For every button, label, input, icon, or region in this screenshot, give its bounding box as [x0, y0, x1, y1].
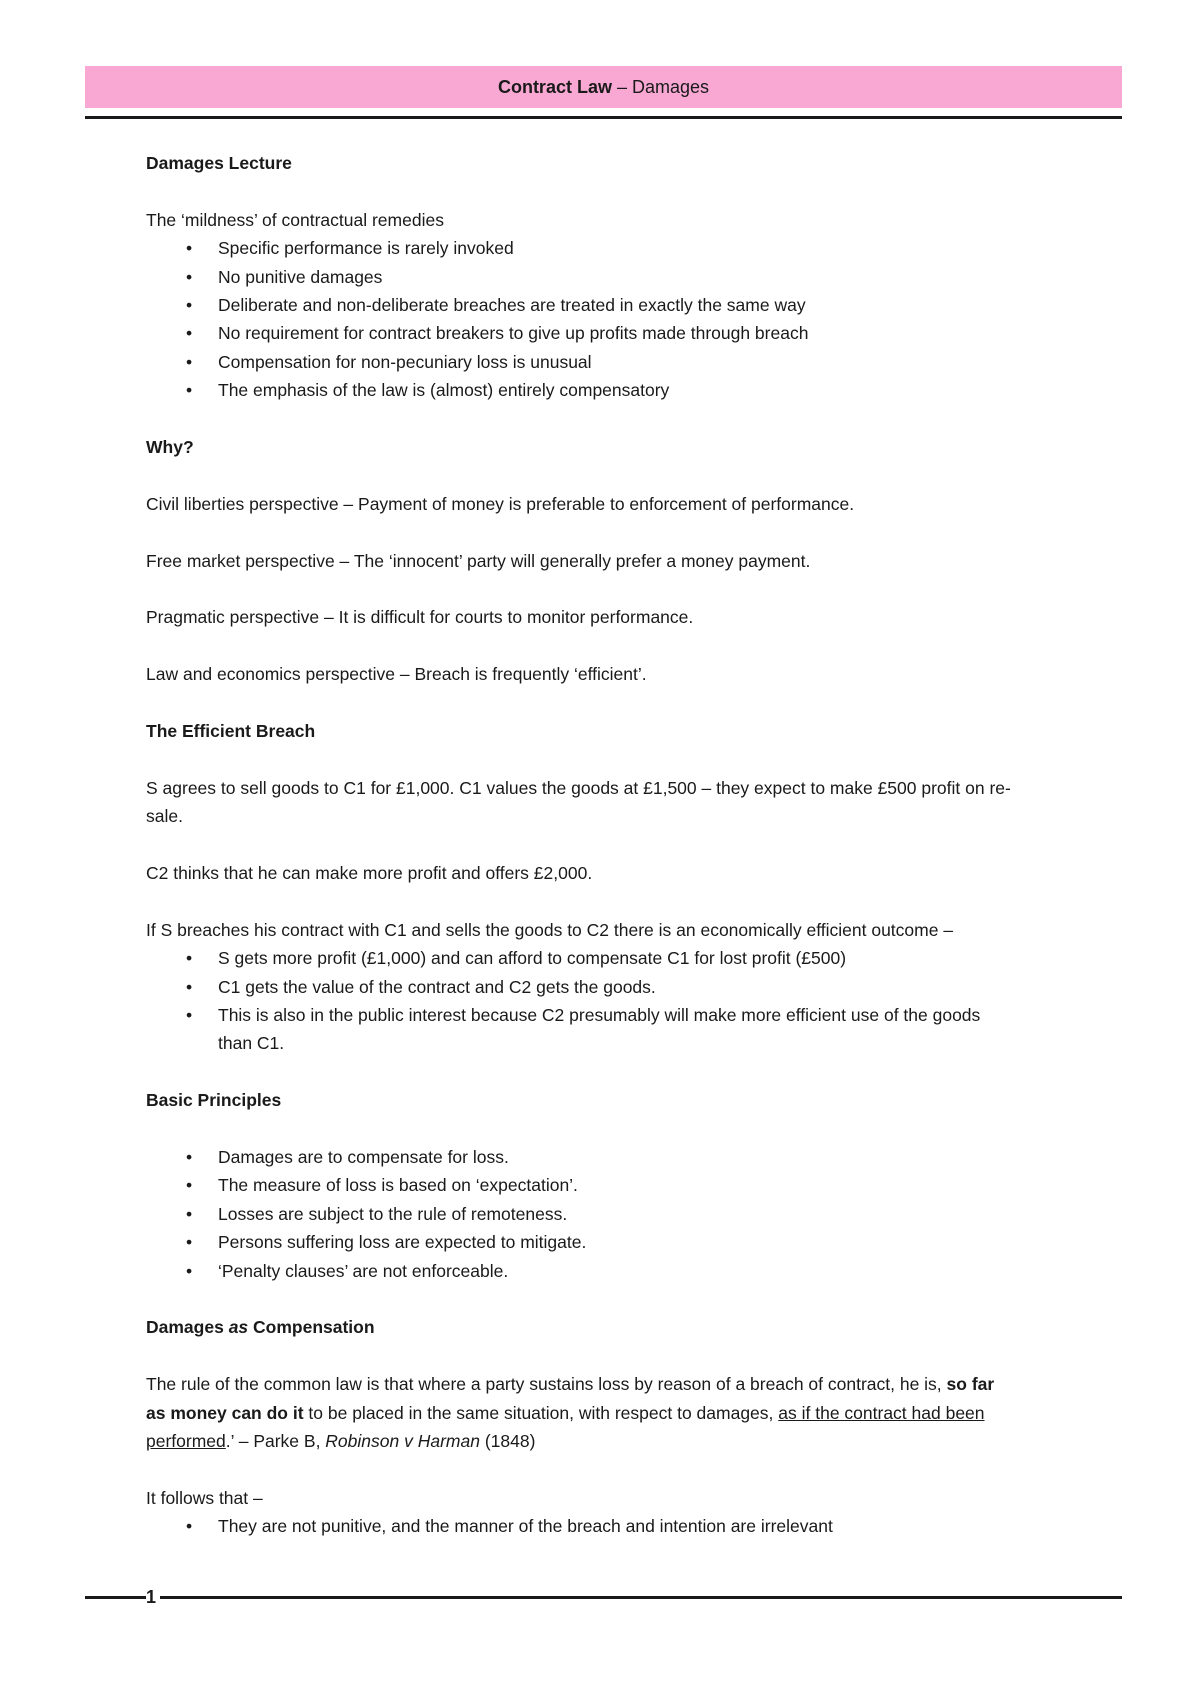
- bullet-icon: •: [186, 976, 193, 997]
- bullet-icon: •: [186, 1175, 193, 1196]
- list-item: • They are not punitive, and the manner of the breach and intention are irrelevant: [146, 1512, 1066, 1540]
- list-item: • Damages are to compensate for loss.: [146, 1143, 1066, 1171]
- list-item: • Deliberate and non-deliberate breaches are treated in exactly the same way: [146, 291, 1066, 319]
- bullet-icon: •: [186, 1232, 193, 1253]
- page-header: [85, 66, 1122, 108]
- section-heading-damages-lecture: Damages Lecture: [146, 153, 292, 173]
- paragraph-law-economics: Law and economics perspective – Breach is frequently ‘efficient’.: [146, 664, 647, 685]
- page-number: 1: [146, 1587, 160, 1608]
- bullet-list-it-follows: [146, 1512, 1066, 1540]
- bullet-list-basic-principles: [146, 1143, 1066, 1285]
- section-heading-why: Why?: [146, 437, 194, 458]
- paragraph-free-market: Free market perspective – The ‘innocent’ party will generally prefer a money payment.: [146, 550, 811, 571]
- bullet-icon: •: [186, 1260, 193, 1281]
- quote-line-3: performed.’ – Parke B, Robinson v Harman (1848): [146, 1431, 536, 1452]
- bullet-icon: •: [186, 323, 193, 344]
- paragraph-sale-line2: sale.: [146, 806, 183, 827]
- paragraph-it-follows: It follows that –: [146, 1487, 263, 1508]
- quote-line-2: as money can do it to be placed in the same situation, with respect to damages, as if the contract had been: [146, 1402, 985, 1423]
- paragraph-mildness: The ‘mildness’ of contractual remedies: [146, 209, 444, 230]
- bullet-icon: •: [186, 948, 193, 969]
- list-item: • Persons suffering loss are expected to mitigate.: [146, 1228, 1066, 1256]
- bullet-icon: •: [186, 266, 193, 287]
- bullet-icon: •: [186, 295, 193, 316]
- list-item: • Specific performance is rarely invoked: [146, 234, 1066, 262]
- footer-rule: [85, 1596, 1122, 1599]
- bullet-icon: •: [186, 380, 193, 401]
- list-item: • No punitive damages: [146, 263, 1066, 291]
- bullet-icon: •: [186, 1147, 193, 1168]
- bullet-icon: •: [186, 238, 193, 259]
- bullet-list-mildness: [146, 234, 1066, 404]
- section-heading-damages-as-compensation: Damages as Compensation: [146, 1317, 375, 1338]
- bullet-list-efficient-breach: [146, 944, 1066, 1058]
- paragraph-civil-liberties: Civil liberties perspective – Payment of money is preferable to enforcement of performance.: [146, 493, 855, 514]
- list-item: • Compensation for non-pecuniary loss is unusual: [146, 348, 1066, 376]
- section-heading-efficient-breach: The Efficient Breach: [146, 721, 316, 742]
- list-item: • This is also in the public interest because C2 presumably will make more efficient use of the goods than C1.: [146, 1001, 1066, 1058]
- bullet-icon: •: [186, 1203, 193, 1224]
- header-title-rest: – Damages: [611, 76, 710, 97]
- list-item: • The emphasis of the law is (almost) entirely compensatory: [146, 376, 1066, 404]
- header-title-bold: Contract Law: [497, 76, 612, 97]
- header-rule: [85, 116, 1122, 119]
- paragraph-efficient-outcome: If S breaches his contract with C1 and sells the goods to C2 there is an economically efficient outcome –: [146, 919, 954, 940]
- bullet-icon: •: [186, 1005, 193, 1026]
- list-item: • ‘Penalty clauses’ are not enforceable.: [146, 1257, 1066, 1285]
- paragraph-c2-offer: C2 thinks that he can make more profit and offers £2,000.: [146, 863, 593, 884]
- paragraph-sale-line1: S agrees to sell goods to C1 for £1,000. C1 values the goods at £1,500 – they expect to make £500 profit on re-: [146, 777, 1011, 798]
- list-item: • Losses are subject to the rule of remoteness.: [146, 1200, 1066, 1228]
- list-item: • C1 gets the value of the contract and C2 gets the goods.: [146, 973, 1066, 1001]
- bullet-icon: •: [186, 1516, 193, 1537]
- list-item: • No requirement for contract breakers to give up profits made through breach: [146, 319, 1066, 347]
- section-heading-basic-principles: Basic Principles: [146, 1090, 282, 1111]
- bullet-icon: •: [186, 351, 193, 372]
- document-body: [146, 149, 1066, 1541]
- quote-line-1: The rule of the common law is that where a party sustains loss by reason of a breach of contract, he is, so far: [146, 1374, 995, 1395]
- list-item: • S gets more profit (£1,000) and can afford to compensate C1 for lost profit (£500): [146, 944, 1066, 972]
- list-item: • The measure of loss is based on ‘expectation’.: [146, 1171, 1066, 1199]
- paragraph-pragmatic: Pragmatic perspective – It is difficult for courts to monitor performance.: [146, 607, 694, 628]
